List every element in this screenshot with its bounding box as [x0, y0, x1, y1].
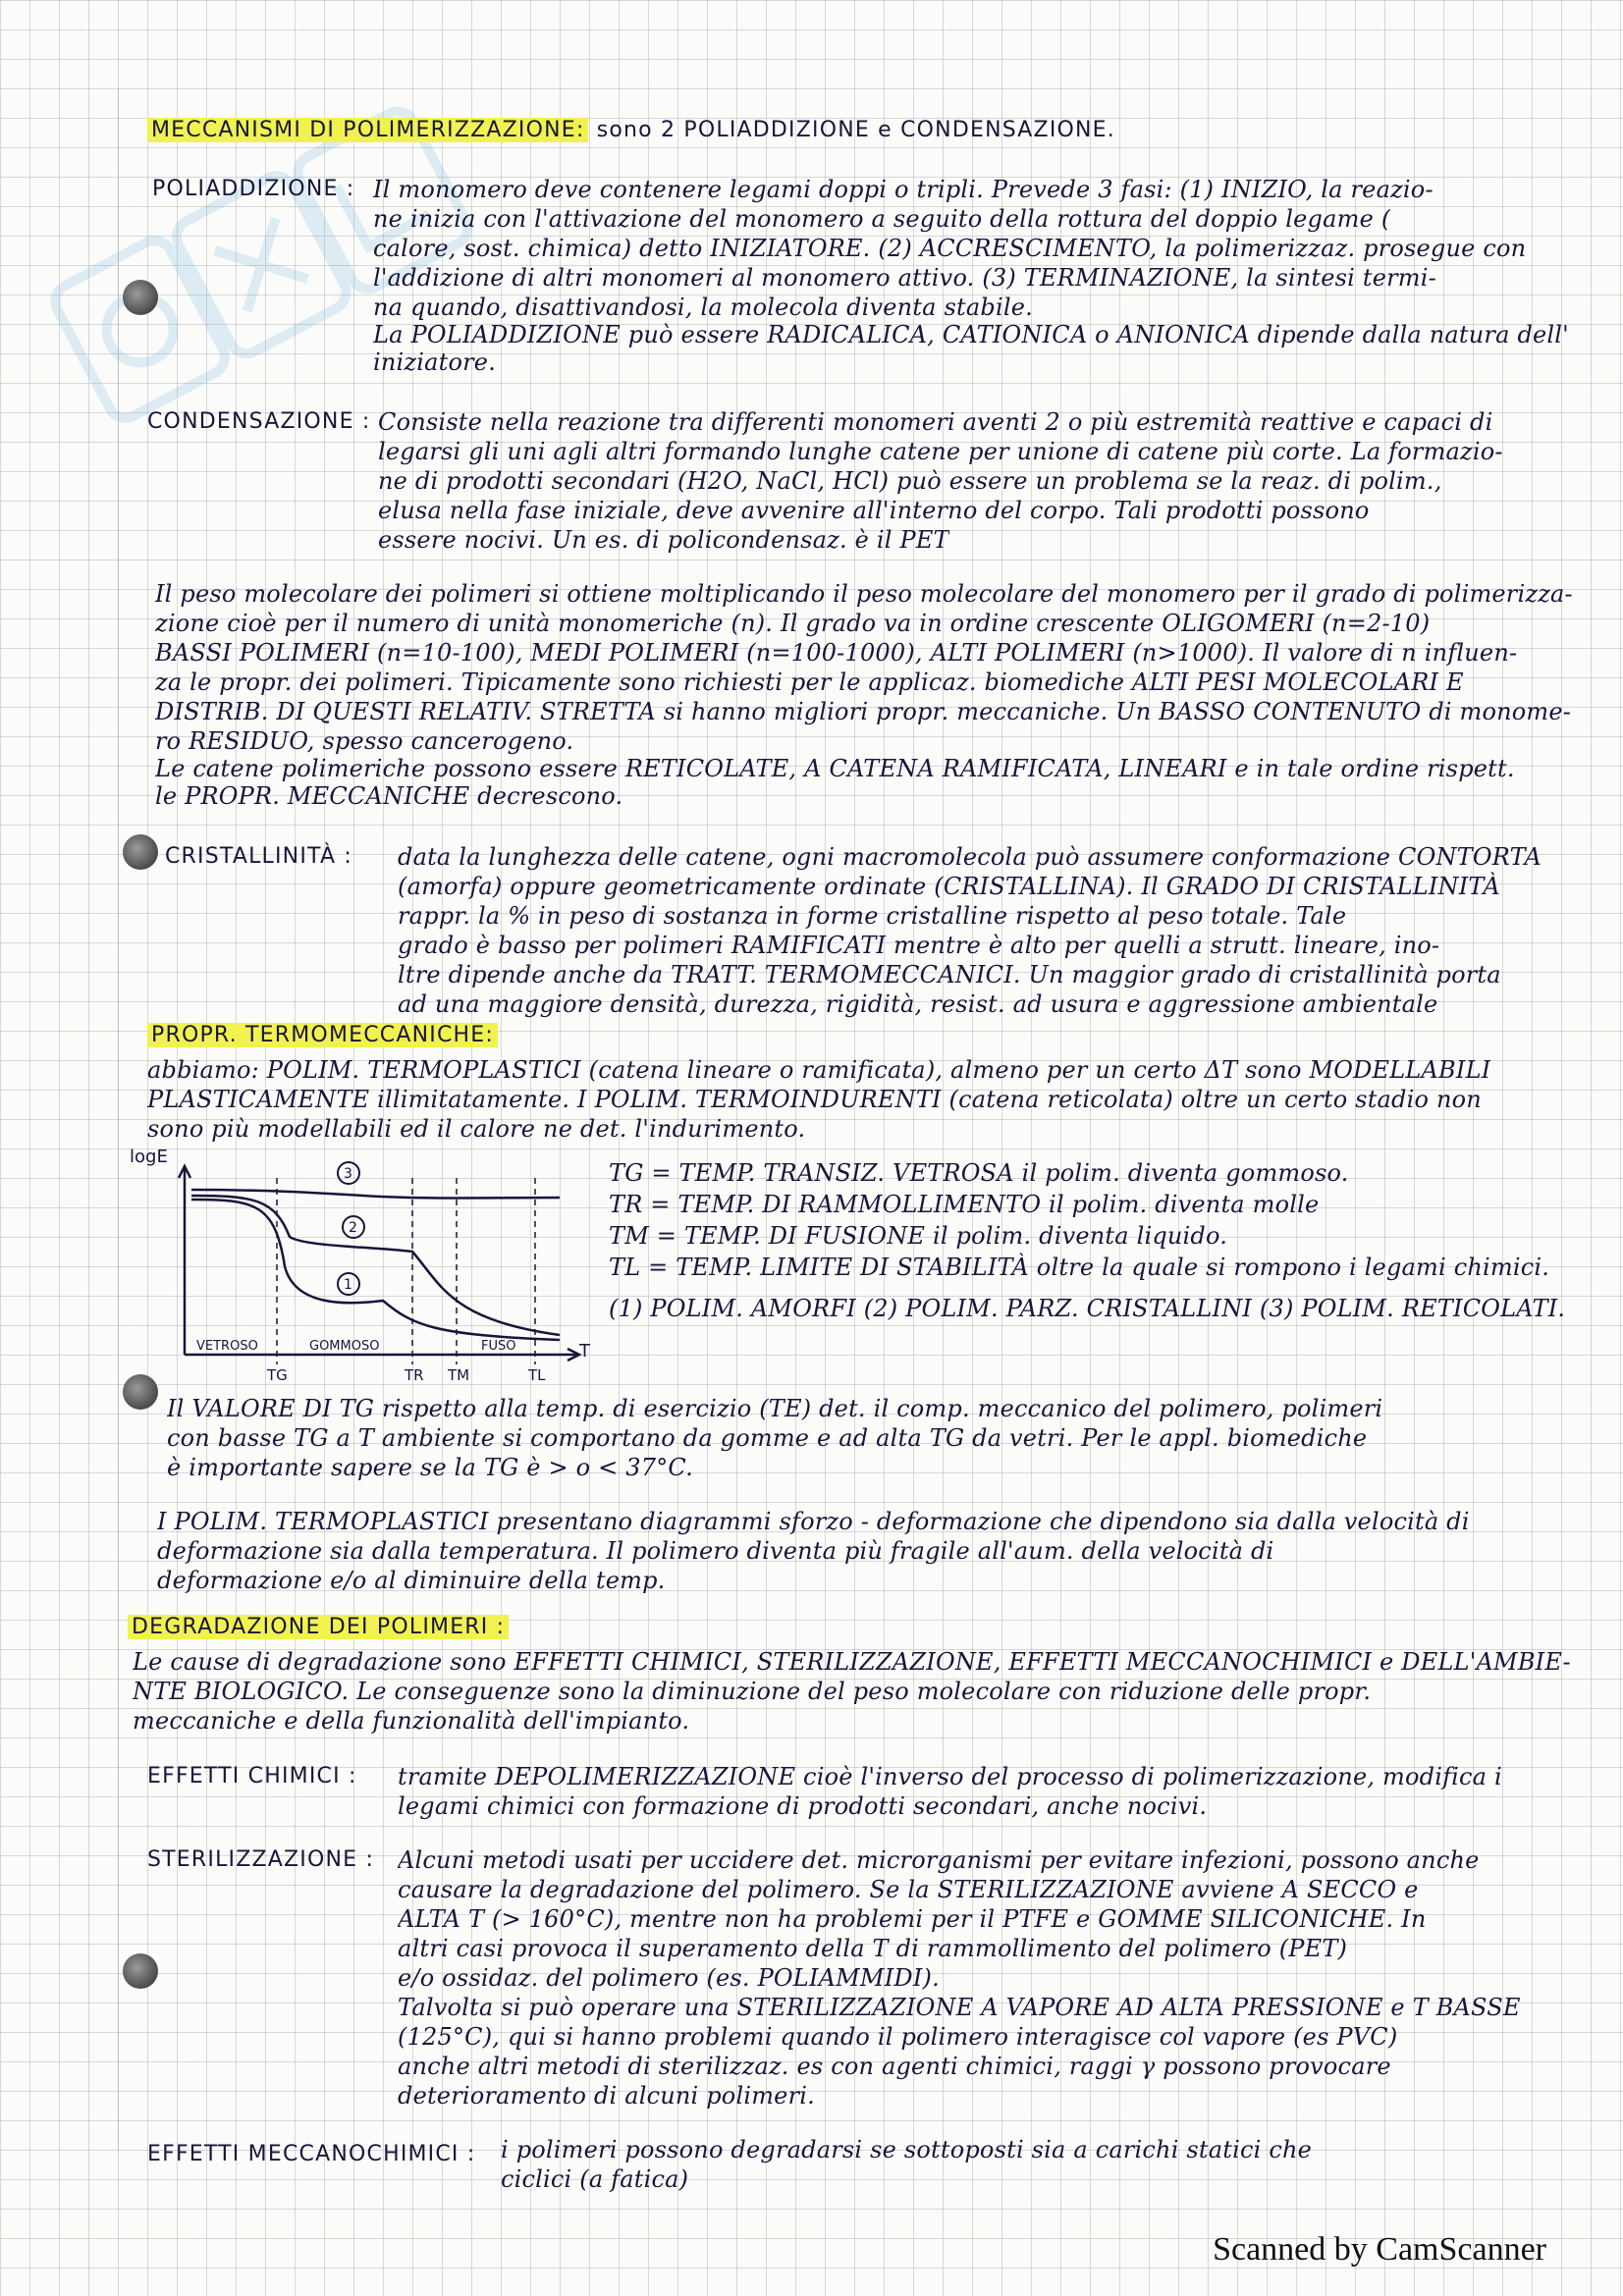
cristallinita-line: ad una maggiore densità, durezza, rigidità, resist. ad usura e aggressione ambientale [398, 990, 1438, 1018]
peso-molecolare-line: le PROPR. MECCANICHE decrescono. [155, 782, 623, 810]
peso-molecolare-line: BASSI POLIMERI (n=10-100), MEDI POLIMERI (n=100-1000), ALTI POLIMERI (n>1000). Il valore di n influen- [155, 639, 1518, 667]
binder-hole [123, 1953, 158, 1989]
graph-x-label: T [579, 1341, 590, 1362]
sterilizzazione-line: e/o ossidaz. del polimero (es. POLIAMMIDI). [398, 1964, 940, 1992]
graph-legend-line: TR = TEMP. DI RAMMOLLIMENTO il polim. diventa molle [609, 1191, 1320, 1218]
section-heading-degradazione [128, 1613, 509, 1642]
section-heading-meccanismi [147, 116, 1115, 145]
effetti-meccanochimici-line: ciclici (a fatica) [501, 2165, 689, 2193]
graph-curve-3 [191, 1190, 560, 1199]
graph-tick-tg: TG [267, 1366, 288, 1384]
tg-line: con basse TG a T ambiente si comportano da gomme e ad alta TG da vetri. Per le appl. biomediche [167, 1424, 1368, 1452]
condensazione-line: ne di prodotti secondari (H2O, NaCl, HCl) può essere un problema se la reaz. di polim., [378, 467, 1442, 495]
binder-hole [123, 834, 158, 870]
graph-curve-1 [191, 1200, 560, 1340]
sterilizzazione-line: Alcuni metodi usati per uccidere det. microrganismi per evitare infezioni, possono anche [398, 1846, 1480, 1874]
sterilizzazione-line: (125°C), qui si hanno problemi quando il polimero interagisce col vapore (es PVC) [398, 2023, 1398, 2051]
poliaddizione-line: La POLIADDIZIONE può essere RADICALICA, CATIONICA o ANIONICA dipende dalla natura dell' [373, 321, 1569, 348]
tg-line: Il VALORE DI TG rispetto alla temp. di esercizio (TE) det. il comp. meccanico del polimero, polimeri [167, 1395, 1383, 1422]
cristallinita-line: grado è basso per polimeri RAMIFICATI mentre è alto per quelli a strutt. lineare, ino- [398, 932, 1440, 959]
graph-region-fuso: FUSO [481, 1339, 516, 1354]
sterilizzazione-line: anche altri metodi di sterilizzaz. es con agenti chimici, raggi γ possono provocare [398, 2053, 1391, 2080]
poliaddizione-label: POLIADDIZIONE : [152, 177, 355, 201]
effetti-meccanochimici-line: i polimeri possono degradarsi se sottoposti sia a carichi statici che [501, 2136, 1313, 2163]
highlight-termomeccaniche: PROPR. TERMOMECCANICHE: [147, 1023, 498, 1047]
poliaddizione-line: calore, sost. chimica) detto INIZIATORE. (2) ACCRESCIMENTO, la polimerizzaz. prosegue con [373, 235, 1527, 262]
cristallinita-line: rappr. la % in peso di sostanza in forme cristalline rispetto al peso totale. Tale [398, 902, 1347, 930]
graph-curve-label-2: 2 [349, 1220, 357, 1236]
graph-curve-label-1: 1 [344, 1277, 352, 1293]
peso-molecolare-line: Le catene polimeriche possono essere RETICOLATE, A CATENA RAMIFICATA, LINEARI e in tale ordine rispett. [155, 755, 1515, 782]
cristallinita-line: data la lunghezza delle catene, ogni macromolecola può assumere conformazione CONTORTA [398, 843, 1542, 871]
degradazione-line: Le cause di degradazione sono EFFETTI CHIMICI, STERILIZZAZIONE, EFFETTI MECCANOCHIMICI e DELL'AMBIE- [133, 1648, 1571, 1676]
meccanismi-intro: sono 2 POLIADDIZIONE e CONDENSAZIONE. [596, 118, 1115, 142]
sterilizzazione-line: ALTA T (> 160°C), mentre non ha problemi per il PTFE e GOMME SILICONICHE. In [398, 1905, 1427, 1933]
graph-tick-tl: TL [528, 1366, 546, 1384]
sterilizzazione-line: altri casi provoca il superamento della T di rammollimento del polimero (PET) [398, 1935, 1348, 1962]
section-heading-termomeccaniche [147, 1021, 498, 1050]
poliaddizione-line: l'addizione di altri monomeri al monomero attivo. (3) TERMINAZIONE, la sintesi termi- [373, 264, 1436, 292]
tg-line: è importante sapere se la TG è > o < 37°C. [167, 1454, 693, 1481]
condensazione-line: elusa nella fase iniziale, deve avvenire all'interno del corpo. Tali prodotti possono [378, 497, 1370, 524]
sterilizzazione-line: deterioramento di alcuni polimeri. [398, 2082, 815, 2109]
poliaddizione-line: na quando, disattivandosi, la molecola diventa stabile. [373, 294, 1033, 321]
degradazione-line: meccaniche e della funzionalità dell'impianto. [133, 1707, 690, 1735]
condensazione-label: CONDENSAZIONE : [147, 409, 371, 434]
graph-legend-line: TL = TEMP. LIMITE DI STABILITÀ oltre la quale si rompono i legami chimici. [609, 1254, 1550, 1281]
peso-molecolare-line: ro RESIDUO, spesso cancerogeno. [155, 727, 574, 755]
margin-line [118, 88, 119, 2150]
degradazione-line: NTE BIOLOGICO. Le conseguenze sono la diminuzione del peso molecolare con riduzione delle propr. [133, 1678, 1372, 1705]
graph-region-gommoso: GOMMOSO [309, 1339, 380, 1354]
sterilizzazione-line: Talvolta si può operare una STERILIZZAZIONE A VAPORE AD ALTA PRESSIONE e T BASSE [398, 1994, 1521, 2021]
modulus-temperature-graph [118, 1139, 609, 1394]
termoplastici-line: deformazione sia dalla temperatura. Il polimero diventa più fragile all'aum. della velocità di [157, 1537, 1274, 1565]
highlight-degradazione: DEGRADAZIONE DEI POLIMERI : [128, 1615, 509, 1639]
peso-molecolare-line: za le propr. dei polimeri. Tipicamente sono richiesti per le applicaz. biomediche ALTI PESI MOLECOLARI E [155, 668, 1464, 696]
condensazione-line: essere nocivi. Un es. di policondensaz. è il PET [378, 526, 949, 554]
condensazione-line: legarsi gli uni agli altri formando lunghe catene per unione di catene più corte. La formazio- [378, 438, 1503, 465]
graph-tick-tr: TR [405, 1366, 424, 1384]
graph-legend-line: TG = TEMP. TRANSIZ. VETROSA il polim. diventa gommoso. [609, 1159, 1349, 1187]
termomeccaniche-line: abbiamo: POLIM. TERMOPLASTICI (catena lineare o ramificata), almeno per un certo ΔT sono MODELLABILI [147, 1056, 1491, 1084]
sterilizzazione-line: causare la degradazione del polimero. Se la STERILIZZAZIONE avviene A SECCO e [398, 1876, 1419, 1903]
cristallinita-label: CRISTALLINITÀ : [165, 844, 353, 869]
effetti-chimici-line: legami chimici con formazione di prodotti secondari, anche nocivi. [398, 1792, 1208, 1820]
poliaddizione-line: iniziatore. [373, 348, 497, 376]
graph-region-vetroso: VETROSO [196, 1339, 258, 1354]
effetti-chimici-line: tramite DEPOLIMERIZZAZIONE cioè l'inverso del processo di polimerizzazione, modifica i [398, 1763, 1502, 1790]
peso-molecolare-line: DISTRIB. DI QUESTI RELATIV. STRETTA si hanno migliori propr. meccaniche. Un BASSO CONTENUTO di monome- [155, 698, 1572, 725]
termomeccaniche-line: sono più modellabili ed il calore ne det. l'indurimento. [147, 1115, 806, 1143]
graph-legend-line: TM = TEMP. DI FUSIONE il polim. diventa liquido. [609, 1222, 1228, 1250]
cristallinita-line: ltre dipende anche da TRATT. TERMOMECCANICI. Un maggior grado di cristallinità porta [398, 961, 1501, 988]
effetti-chimici-label: EFFETTI CHIMICI : [147, 1764, 357, 1789]
peso-molecolare-line: Il peso molecolare dei polimeri si ottiene moltiplicando il peso molecolare del monomero per il grado di polimerizza- [155, 580, 1573, 608]
termoplastici-line: deformazione e/o al diminuire della temp. [157, 1567, 666, 1594]
binder-hole [123, 280, 158, 315]
graph-tick-tm: TM [448, 1366, 470, 1384]
graph-curve-2 [191, 1196, 560, 1335]
graph-curve-label-3: 3 [344, 1166, 352, 1182]
graph-legend-line: (1) POLIM. AMORFI (2) POLIM. PARZ. CRISTALLINI (3) POLIM. RETICOLATI. [609, 1295, 1566, 1322]
sterilizzazione-label: STERILIZZAZIONE : [147, 1847, 375, 1872]
effetti-meccanochimici-label: EFFETTI MECCANOCHIMICI : [147, 2142, 476, 2166]
cristallinita-line: (amorfa) oppure geometricamente ordinate (CRISTALLINA). Il GRADO DI CRISTALLINITÀ [398, 873, 1500, 900]
peso-molecolare-line: zione cioè per il numero di unità monomeriche (n). Il grado va in ordine crescente OLIGOMERI (n=2-10) [155, 610, 1431, 637]
termomeccaniche-line: PLASTICAMENTE illimitatamente. I POLIM. TERMOINDURENTI (catena reticolata) oltre un certo stadio non [147, 1086, 1482, 1113]
poliaddizione-line: Il monomero deve contenere legami doppi o tripli. Prevede 3 fasi: (1) INIZIO, la reazio- [373, 176, 1434, 203]
termoplastici-line: I POLIM. TERMOPLASTICI presentano diagrammi sforzo - deformazione che dipendono sia dalla velocità di [157, 1508, 1470, 1535]
condensazione-line: Consiste nella reazione tra differenti monomeri aventi 2 o più estremità reattive e capaci di [378, 408, 1493, 436]
poliaddizione-line: ne inizia con l'attivazione del monomero a seguito della rottura del doppio legame ( [373, 205, 1391, 233]
scanner-footer: Scanned by CamScanner [1213, 2231, 1546, 2268]
highlight-meccanismi: MECCANISMI DI POLIMERIZZAZIONE: [147, 118, 588, 142]
graph-y-label: logE [130, 1147, 168, 1167]
